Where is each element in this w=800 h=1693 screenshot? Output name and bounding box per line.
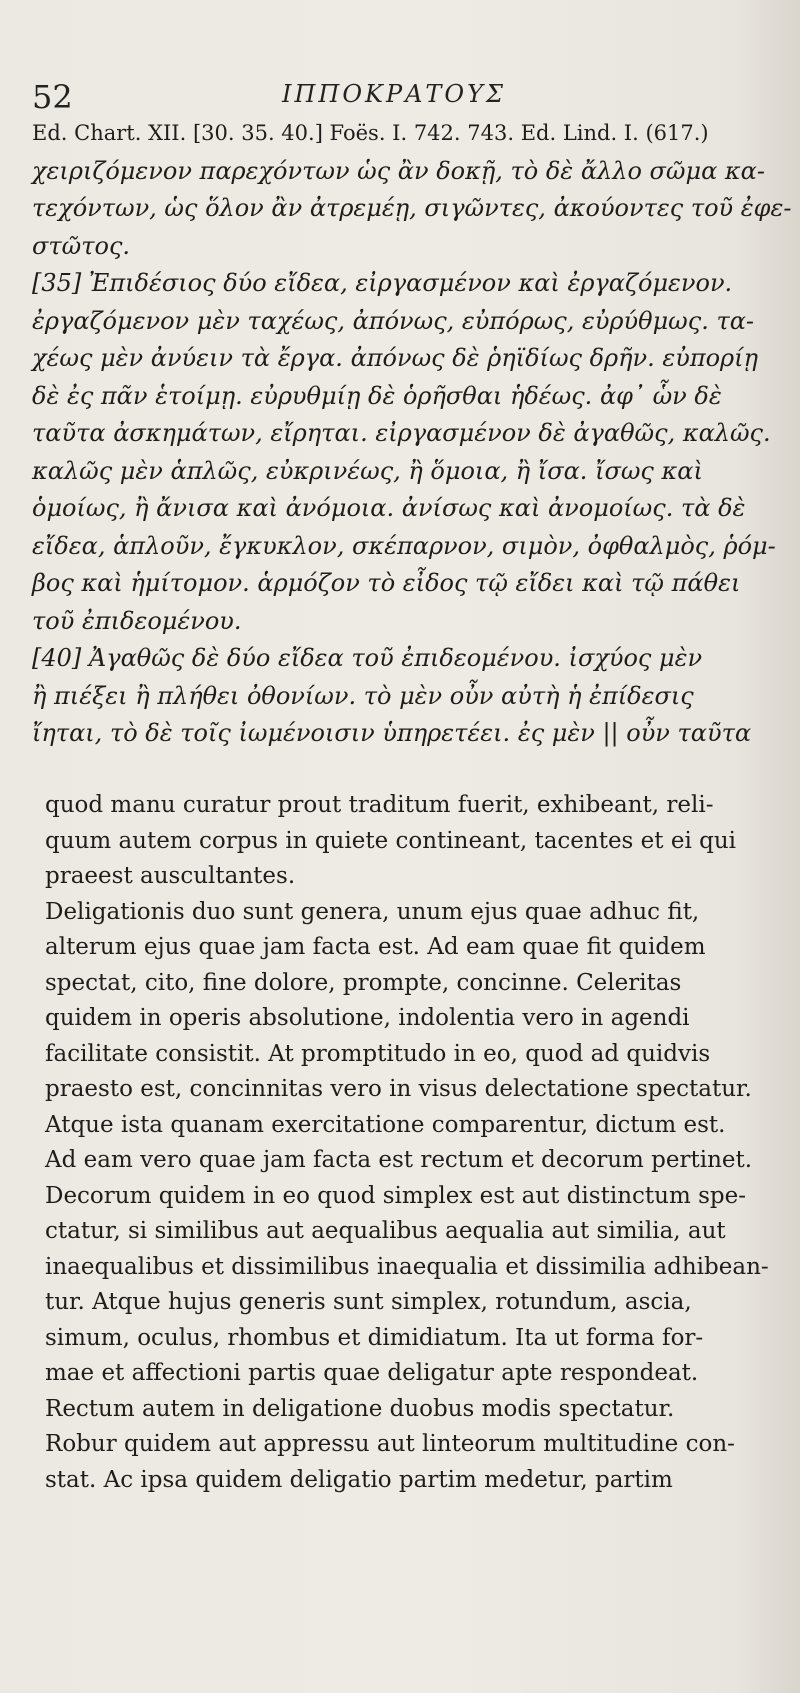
latin-text-line: alterum ejus quae jam facta est. Ad eam quae fit quidem	[45, 934, 706, 960]
latin-text-line: Decorum quidem in eo quod simplex est aut distinctum spe-	[45, 1182, 746, 1209]
latin-text-line: facilitate consistit. At promptitudo in eo, quod ad quidvis	[45, 1040, 711, 1067]
greek-text-line: καλῶς μὲν ἁπλῶς, εὐκρινέως, ἢ ὅμοια, ἢ ἴσα. ἴσως καὶ	[32, 456, 703, 485]
latin-text-line: simum, oculus, rhombus et dimidiatum. Ita ut forma for-	[45, 1324, 704, 1351]
latin-text-line: praeest auscultantes.	[45, 863, 296, 889]
latin-text-line: quidem in operis absolutione, indolentia vero in agendi	[45, 1005, 690, 1031]
latin-text-line: Robur quidem aut appressu aut linteorum multitudine con-	[45, 1431, 735, 1457]
greek-text-line: ἴηται, τὸ δὲ τοῖς ἰωμένοισιν ὑπηρετέει. ἐς μὲν || οὖν ταῦτα	[32, 719, 752, 747]
latin-text-line: Atque ista quanam exercitatione comparentur, dictum est.	[45, 1111, 726, 1138]
latin-text-line: inaequalibus et dissimilibus inaequalia et dissimilia adhibean-	[45, 1253, 769, 1280]
greek-text-line: [40] Ἀγαθῶς δὲ δύο εἴδεα τοῦ ἐπιδεομένου. ἰσχύος μὲν	[32, 644, 703, 672]
page-number: 52	[32, 78, 73, 116]
greek-text-line: [35] Ἐπιδέσιος δύο εἴδεα, εἰργασμένον καὶ ἐργαζόμενον.	[32, 269, 733, 297]
greek-text-line: στῶτος.	[32, 231, 131, 260]
greek-text-line: δὲ ἐς πᾶν ἑτοίμῃ. εὐρυθμίῃ δὲ ὁρῆσθαι ἡδέως. ἀφ᾽ ὧν δὲ	[32, 381, 722, 410]
latin-text-line: quum autem corpus in quiete contineant, tacentes et ei qui	[45, 827, 737, 854]
greek-text-line: χέως μὲν ἀνύειν τὰ ἔργα. ἀπόνως δὲ ῥηϊδίως δρῆν. εὐπορίῃ	[32, 344, 758, 372]
latin-text-line: spectat, cito, fine dolore, prompte, concinne. Celeritas	[45, 969, 682, 996]
greek-text-line: εἴδεα, ἁπλοῦν, ἔγκυκλον, σκέπαρνον, σιμὸν, ὀφθαλμὸς, ῥόμ-	[32, 531, 776, 560]
greek-text-line: ταῦτα ἀσκημάτων, εἴρηται. εἰργασμένον δὲ ἀγαθῶς, καλῶς.	[32, 419, 771, 447]
latin-text-line: mae et affectioni partis quae deligatur apte respondeat.	[45, 1360, 699, 1386]
greek-text-block	[32, 115, 792, 753]
latin-text-line: stat. Ac ipsa quidem deligatio partim medetur, partim	[45, 1466, 673, 1493]
greek-text-line: τοῦ ἐπιδεομένου.	[32, 606, 242, 635]
greek-text-line: τεχόντων, ὡς ὅλον ἂν ἀτρεμέῃ, σιγῶντες, ἀκούοντες τοῦ ἐφε-	[32, 194, 792, 222]
greek-text-line: ὁμοίως, ἢ ἄνισα καὶ ἀνόμοια. ἀνίσως καὶ ἀνομοίως. τὰ δὲ	[32, 494, 746, 522]
greek-text-line: ἢ πιέξει ἢ πλήθει ὀθονίων. τὸ μὲν οὖν αὐτὴ ἡ ἐπίδεσις	[32, 681, 694, 710]
latin-text-block	[45, 788, 780, 1498]
greek-text-line: χειριζόμενον παρεχόντων ὡς ἂν δοκῇ, τὸ δὲ ἄλλο σῶμα κα-	[32, 156, 765, 185]
latin-text-line: Deligationis duo sunt genera, unum ejus quae adhuc fit,	[45, 898, 700, 925]
edition-reference-line: Ed. Chart. XII. [30. 35. 40.] Foës. I. 742. 743. Ed. Lind. I. (617.)	[32, 121, 709, 145]
latin-text-line: ctatur, si similibus aut aequalibus aequalia aut similia, aut	[45, 1218, 726, 1244]
page-header	[32, 72, 768, 116]
running-title: ΙΠΠΟΚΡΑΤΟΥΣ	[282, 80, 506, 108]
latin-text-line: praesto est, concinnitas vero in visus delectatione spectatur.	[45, 1076, 752, 1102]
greek-text-line: ἐργαζόμενον μὲν ταχέως, ἀπόνως, εὐπόρως, εὐρύθμως. τα-	[32, 306, 755, 335]
greek-text-line: βος καὶ ἡμίτομον. ἁρμόζον τὸ εἶδος τῷ εἴδει καὶ τῷ πάθει	[32, 569, 741, 597]
latin-text-line: tur. Atque hujus generis sunt simplex, rotundum, ascia,	[45, 1289, 692, 1315]
latin-text-line: quod manu curatur prout traditum fuerit, exhibeant, reli-	[45, 792, 714, 818]
latin-text-line: Rectum autem in deligatione duobus modis spectatur.	[45, 1395, 675, 1422]
latin-text-line: Ad eam vero quae jam facta est rectum et decorum pertinet.	[45, 1147, 753, 1173]
